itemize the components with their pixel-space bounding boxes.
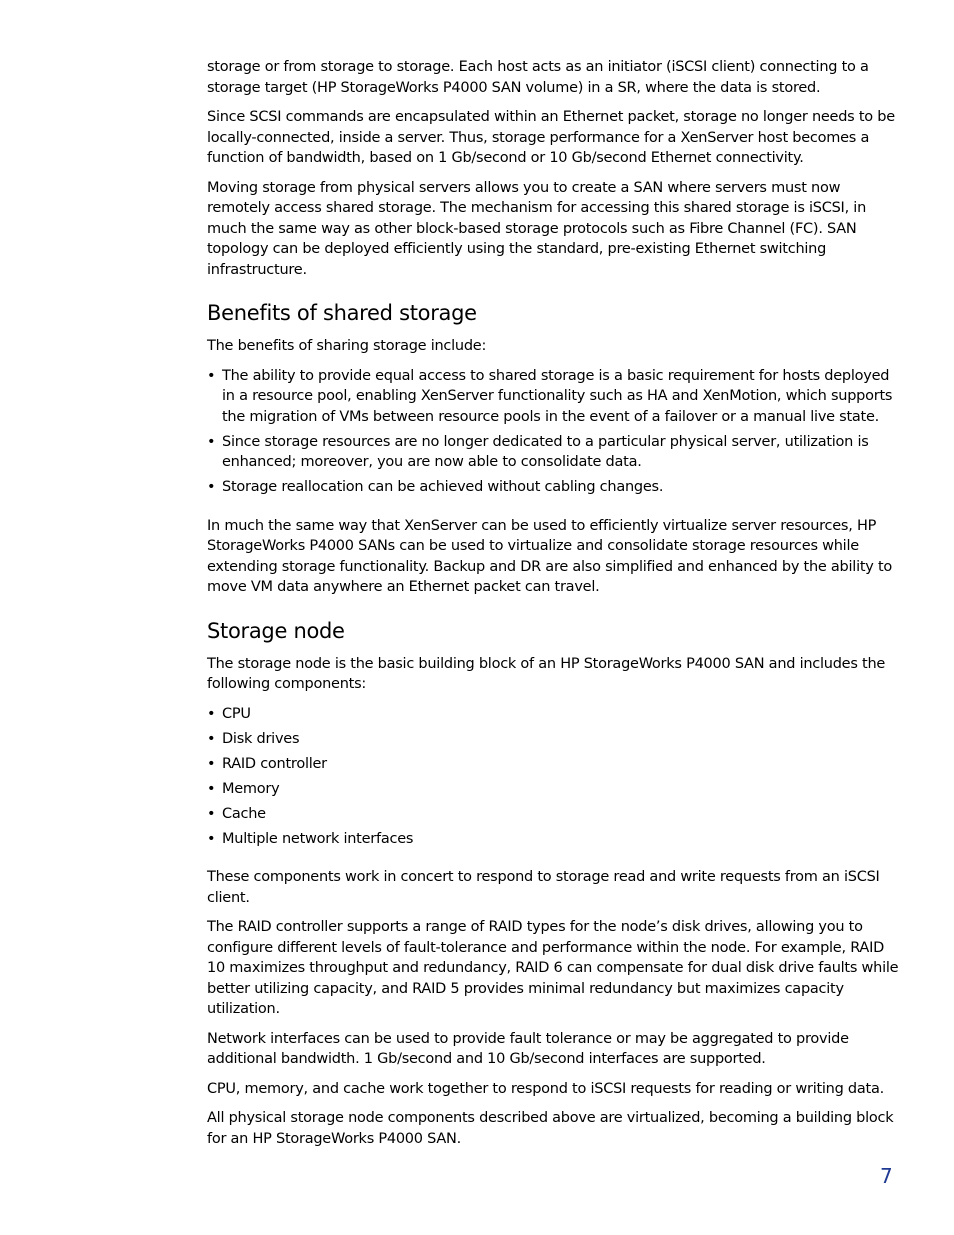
list-item: • RAID controller [207, 754, 899, 775]
list-item: • Storage reallocation can be achieved without cabling changes. [207, 477, 899, 498]
list-item: • The ability to provide equal access to shared storage is a basic requirement for hosts deployed in a resource pool, enabling XenServer functionality such as HA and XenMotion, which supports the migration of VMs between resource pools in the event of a failover or a manual live state. [207, 366, 899, 428]
storage-node-paragraph: CPU, memory, and cache work together to respond to iSCSI requests for reading or writing data. [207, 1080, 884, 1097]
page-number: 7 [880, 1164, 893, 1188]
list-item: • Disk drives [207, 729, 899, 750]
list-item: • Cache [207, 804, 899, 825]
storage-node-intro: The storage node is the basic building block of an HP StorageWorks P4000 SAN and includes the following components: [207, 655, 886, 692]
intro-paragraph: Moving storage from physical servers allows you to create a SAN where servers must now remotely access shared storage. The mechanism for accessing this shared storage is iSCSI, in much the same way as other block-based storage protocols such as Fibre Channel (FC). SAN topology can be deployed efficiently using the standard, pre-existing Ethernet switching infrastructure. [207, 179, 867, 278]
storage-node-paragraph: All physical storage node components described above are virtualized, becoming a building block for an HP StorageWorks P4000 SAN. [207, 1110, 894, 1147]
page-content [207, 57, 899, 1158]
benefits-list [207, 366, 899, 498]
intro-paragraph: Since SCSI commands are encapsulated within an Ethernet packet, storage no longer needs to be locally-connected, inside a server. Thus, storage performance for a XenServer host becomes a function of bandwidth, based on 1 Gb/second or 10 Gb/second Ethernet connectivity. [207, 109, 895, 166]
storage-node-heading: Storage node [207, 618, 345, 643]
benefits-closing: In much the same way that XenServer can be used to efficiently virtualize server resources, HP StorageWorks P4000 SANs can be used to virtualize and consolidate storage resources while extending storage functionality. Backup and DR are also simplified and enhanced by the ability to move VM data anywhere an Ethernet packet can travel. [207, 517, 893, 595]
intro-paragraph: storage or from storage to storage. Each host acts as an initiator (iSCSI client) connecting to a storage target (HP StorageWorks P4000 SAN volume) in a SR, where the data is stored. [207, 59, 869, 96]
storage-node-components-list [207, 704, 899, 850]
storage-node-paragraph: These components work in concert to respond to storage read and write requests from an iSCSI client. [207, 869, 880, 906]
list-item: • Memory [207, 779, 899, 800]
list-item: • Multiple network interfaces [207, 829, 899, 850]
benefits-heading: Benefits of shared storage [207, 301, 477, 325]
list-item: • CPU [207, 704, 899, 725]
storage-node-paragraph: Network interfaces can be used to provide fault tolerance or may be aggregated to provide additional bandwidth. 1 Gb/second and 10 Gb/second interfaces are supported. [207, 1030, 849, 1067]
benefits-intro: The benefits of sharing storage include: [207, 338, 487, 354]
list-item: • Since storage resources are no longer dedicated to a particular physical server, utilization is enhanced; moreover, you are now able to consolidate data. [207, 432, 899, 473]
storage-node-paragraph: The RAID controller supports a range of RAID types for the node’s disk drives, allowing you to configure different levels of fault-tolerance and performance within the node. For example, RAID 10 maximizes throughput and redundancy, RAID 6 can compensate for dual disk drive faults while better utilizing capacity, and RAID 5 provides minimal redundancy but maximizes capacity utilization. [207, 919, 899, 1017]
